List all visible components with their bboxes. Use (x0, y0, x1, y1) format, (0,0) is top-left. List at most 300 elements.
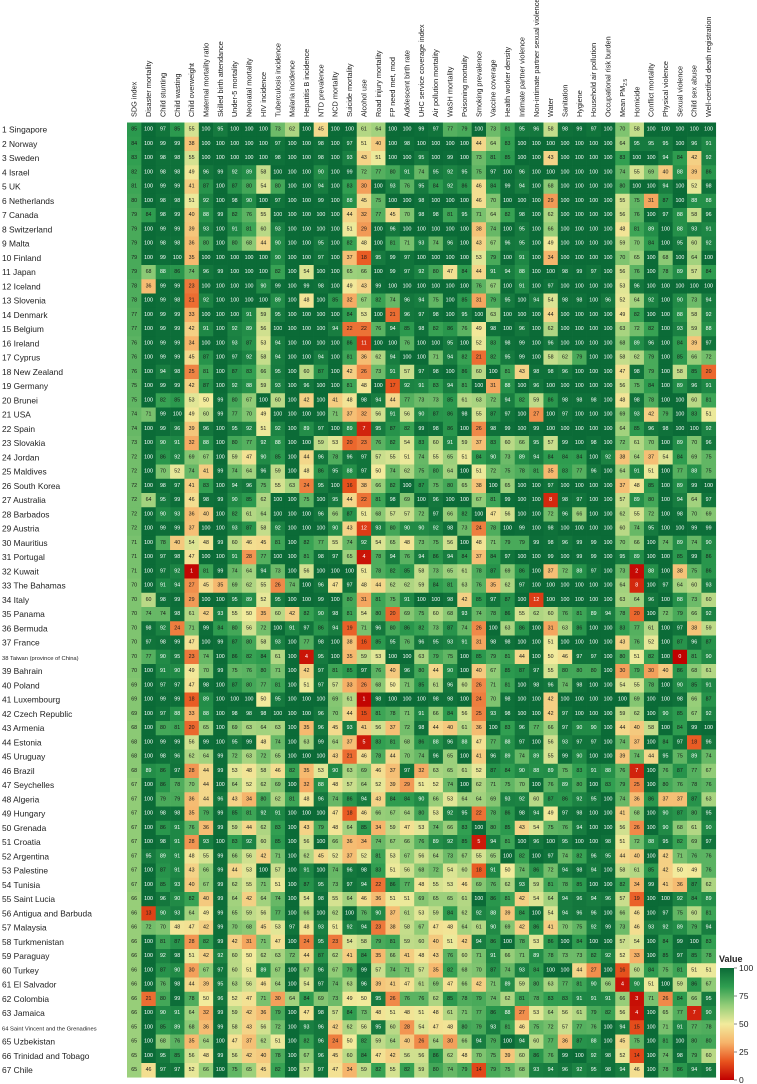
cell-value-label: 99 (160, 526, 166, 532)
cell-value-label: 71 (361, 625, 367, 631)
cell-value-label: 5 (477, 839, 480, 845)
cell-value-label: 92 (260, 811, 266, 817)
cell-value-label: 100 (388, 654, 397, 660)
cell-value-label: 86 (318, 469, 324, 475)
cell-value-label: 74 (433, 241, 439, 247)
cell-value-label: 100 (575, 226, 584, 232)
cell-value-label: 59 (275, 469, 281, 475)
cell-value-label: 100 (302, 198, 311, 204)
cell-value-label: 100 (561, 483, 570, 489)
cell-value-label: 100 (589, 141, 598, 147)
cell-value-label: 76 (706, 782, 712, 788)
cell-value-label: 72 (706, 355, 712, 361)
cell-value-label: 94 (375, 397, 381, 403)
cell-value-label: 86 (447, 326, 453, 332)
cell-value-label: 44 (203, 768, 209, 774)
cell-value-label: 99 (174, 497, 180, 503)
cell-value-label: 99 (217, 497, 223, 503)
cell-value-label: 100 (460, 226, 469, 232)
cell-value-label: 100 (690, 939, 699, 945)
cell-value-label: 41 (189, 184, 195, 190)
cell-value-label: 96 (648, 340, 654, 346)
cell-value-label: 43 (375, 796, 381, 802)
cell-value-label: 67 (418, 925, 424, 931)
cell-value-label: 96 (605, 298, 611, 304)
cell-value-label: 62 (404, 583, 410, 589)
cell-value-label: 100 (216, 298, 225, 304)
cell-value-label: 100 (216, 483, 225, 489)
cell-value-label: 91 (160, 668, 166, 674)
cell-value-label: 74 (634, 526, 640, 532)
cell-value-label: 100 (532, 155, 541, 161)
cell-value-label: 98 (562, 497, 568, 503)
cell-value-label: 97 (490, 597, 496, 603)
cell-value-label: 95 (648, 526, 654, 532)
cell-value-label: 76 (447, 953, 453, 959)
cell-value-label: 26 (476, 682, 482, 688)
cell-value-label: 64 (490, 141, 496, 147)
cell-value-label: 96 (706, 440, 712, 446)
cell-value-label: 61 (462, 768, 468, 774)
cell-value-label: 70 (476, 967, 482, 973)
cell-value-label: 72 (361, 169, 367, 175)
cell-value-label: 26 (476, 625, 482, 631)
cell-value-label: 59 (246, 910, 252, 916)
cell-value-label: 67 (131, 853, 137, 859)
cell-value-label: 100 (245, 283, 254, 289)
cell-value-label: 73 (332, 882, 338, 888)
cell-value-label: 100 (403, 654, 412, 660)
cell-value-label: 64 (634, 597, 640, 603)
cell-value-label: 46 (476, 184, 482, 190)
cell-value-label: 100 (302, 340, 311, 346)
cell-value-label: 67 (462, 853, 468, 859)
cell-value-label: 100 (575, 340, 584, 346)
cell-value-label: 32 (189, 440, 195, 446)
cell-value-label: 60 (505, 440, 511, 446)
cell-value-label: 37 (390, 910, 396, 916)
cell-value-label: 49 (476, 326, 482, 332)
cell-value-label: 73 (433, 625, 439, 631)
cell-value-label: 82 (677, 839, 683, 845)
cell-value-label: 53 (375, 654, 381, 660)
cell-value-label: 76 (476, 283, 482, 289)
cell-value-label: 100 (647, 127, 656, 133)
cell-value-label: 100 (288, 654, 297, 660)
cell-value-label: 41 (548, 925, 554, 931)
cell-value-label: 80 (433, 469, 439, 475)
cell-value-label: 86 (519, 568, 525, 574)
cell-value-label: 100 (561, 155, 570, 161)
cell-value-label: 70 (634, 241, 640, 247)
cell-value-label: 49 (189, 412, 195, 418)
cell-value-label: 54 (533, 896, 539, 902)
cell-value-label: 65 (505, 483, 511, 489)
cell-value-label: 75 (418, 611, 424, 617)
cell-value-label: 76 (562, 825, 568, 831)
cell-value-label: 73 (476, 155, 482, 161)
cell-value-label: 99 (505, 184, 511, 190)
cell-value-label: 97 (146, 640, 152, 646)
cell-value-label: 37 (476, 554, 482, 560)
cell-value-label: 93 (275, 226, 281, 232)
cell-value-label: 100 (144, 811, 153, 817)
cell-value-label: 44 (519, 654, 525, 660)
cell-value-label: 100 (661, 725, 670, 731)
cell-value-label: 100 (474, 127, 483, 133)
cell-value-label: 100 (216, 326, 225, 332)
cell-value-label: 81 (462, 383, 468, 389)
cell-value-label: 100 (604, 882, 613, 888)
cell-value-label: 84 (447, 711, 453, 717)
cell-value-label: 66 (433, 711, 439, 717)
cell-value-label: 37 (619, 483, 625, 489)
cell-value-label: 80 (232, 440, 238, 446)
cell-value-label: 100 (575, 839, 584, 845)
cell-value-label: 61 (634, 868, 640, 874)
cell-value-label: 37 (347, 412, 353, 418)
cell-value-label: 87 (447, 625, 453, 631)
cell-value-label: 91 (447, 440, 453, 446)
cell-value-label: 40 (189, 212, 195, 218)
cell-value-label: 100 (374, 241, 383, 247)
cell-value-label: 65 (447, 454, 453, 460)
cell-value-label: 100 (302, 711, 311, 717)
cell-value-label: 87 (390, 426, 396, 432)
row-label: 35 Panama (2, 609, 45, 619)
cell-value-label: 100 (604, 540, 613, 546)
cell-value-label: 100 (245, 155, 254, 161)
cell-value-label: 45 (361, 198, 367, 204)
cell-value-label: 100 (288, 369, 297, 375)
cell-value-label: 100 (216, 241, 225, 247)
cell-value-label: 100 (589, 312, 598, 318)
cell-value-label: 72 (131, 483, 137, 489)
cell-value-label: 51 (462, 454, 468, 460)
cell-value-label: 91 (174, 853, 180, 859)
cell-value-label: 96 (505, 241, 511, 247)
cell-value-label: 84 (390, 796, 396, 802)
cell-value-label: 61 (433, 682, 439, 688)
cell-value-label: 100 (417, 355, 426, 361)
cell-value-label: 89 (246, 169, 252, 175)
cell-value-label: 81 (505, 369, 511, 375)
cell-value-label: 99 (361, 967, 367, 973)
cell-value-label: 58 (619, 355, 625, 361)
cell-value-label: 73 (462, 526, 468, 532)
cell-value-label: 87 (304, 882, 310, 888)
cell-value-label: 64 (691, 255, 697, 261)
cell-value-label: 79 (131, 212, 137, 218)
cell-value-label: 100 (288, 896, 297, 902)
cell-value-label: 68 (375, 511, 381, 517)
cell-value-label: 96 (447, 739, 453, 745)
cell-value-label: 100 (288, 754, 297, 760)
cell-value-label: 100 (259, 868, 268, 874)
cell-value-label: 71 (490, 540, 496, 546)
cell-value-label: 83 (619, 155, 625, 161)
cell-value-label: 81 (548, 882, 554, 888)
cell-value-label: 90 (663, 825, 669, 831)
cell-value-label: 19 (347, 625, 353, 631)
cell-value-label: 86 (160, 768, 166, 774)
cell-value-label: 76 (404, 184, 410, 190)
cell-value-label: 87 (548, 796, 554, 802)
cell-value-label: 56 (375, 412, 381, 418)
cell-value-label: 85 (275, 839, 281, 845)
cell-value-label: 26 (275, 583, 281, 589)
cell-value-label: 47 (189, 554, 195, 560)
cell-value-label: 53 (260, 340, 266, 346)
cell-value-label: 100 (431, 155, 440, 161)
cell-value-label: 100 (316, 269, 325, 275)
cell-value-label: 28 (189, 939, 195, 945)
cell-value-label: 100 (374, 312, 383, 318)
cell-value-label: 78 (562, 882, 568, 888)
cell-value-label: 100 (302, 440, 311, 446)
column-header: Homicide (632, 87, 641, 117)
cell-value-label: 98 (174, 811, 180, 817)
cell-value-label: 90 (160, 440, 166, 446)
cell-value-label: 49 (347, 283, 353, 289)
cell-value-label: 96 (304, 383, 310, 389)
cell-value-label: 100 (273, 497, 282, 503)
cell-value-label: 100 (604, 526, 613, 532)
cell-value-label: 87 (232, 369, 238, 375)
cell-value-label: 76 (189, 825, 195, 831)
cell-value-label: 93 (634, 412, 640, 418)
cell-value-label: 33 (189, 312, 195, 318)
cell-value-label: 100 (202, 340, 211, 346)
cell-value-label: 44 (203, 782, 209, 788)
cell-value-label: 65 (634, 255, 640, 261)
cell-value-label: 94 (260, 568, 266, 574)
cell-value-label: 100 (403, 155, 412, 161)
cell-value-label: 98 (505, 711, 511, 717)
cell-value-label: 48 (418, 953, 424, 959)
row-label: 63 Jamaica (2, 1008, 45, 1018)
cell-value-label: 94 (562, 868, 568, 874)
row-label: 18 New Zealand (2, 367, 63, 377)
cell-value-label: 95 (332, 497, 338, 503)
cell-value-label: 95 (519, 241, 525, 247)
cell-value-label: 62 (304, 853, 310, 859)
cell-value-label: 48 (619, 397, 625, 403)
cell-value-label: 100 (561, 326, 570, 332)
cell-value-label: 48 (476, 540, 482, 546)
cell-value-label: 85 (691, 369, 697, 375)
cell-value-label: 94 (332, 326, 338, 332)
cell-value-label: 95 (232, 426, 238, 432)
cell-value-label: 72 (260, 625, 266, 631)
cell-value-label: 100 (388, 283, 397, 289)
cell-value-label: 69 (131, 697, 137, 703)
cell-value-label: 100 (561, 583, 570, 589)
cell-value-label: 92 (347, 925, 353, 931)
cell-value-label: 95 (663, 141, 669, 147)
cell-value-label: 22 (361, 326, 367, 332)
cell-value-label: 63 (275, 953, 281, 959)
cell-value-label: 50 (677, 868, 683, 874)
cell-value-label: 38 (189, 141, 195, 147)
cell-value-label: 100 (216, 839, 225, 845)
cell-value-label: 99 (174, 226, 180, 232)
cell-value-label: 100 (216, 426, 225, 432)
cell-value-label: 89 (677, 383, 683, 389)
cell-value-label: 100 (604, 711, 613, 717)
cell-value-label: 99 (217, 768, 223, 774)
cell-value-label: 96 (591, 853, 597, 859)
cell-value-label: 94 (275, 355, 281, 361)
cell-value-label: 55 (203, 853, 209, 859)
cell-value-label: 100 (661, 497, 670, 503)
cell-value-label: 100 (661, 483, 670, 489)
cell-value-label: 56 (462, 711, 468, 717)
cell-value-label: 100 (589, 782, 598, 788)
cell-value-label: 100 (202, 640, 211, 646)
cell-value-label: 96 (347, 454, 353, 460)
cell-value-label: 67 (332, 967, 338, 973)
cell-value-label: 97 (519, 583, 525, 589)
cell-value-label: 55 (548, 668, 554, 674)
cell-value-label: 75 (433, 540, 439, 546)
cell-value-label: 65 (447, 768, 453, 774)
cell-value-label: 64 (375, 127, 381, 133)
cell-value-label: 84 (433, 184, 439, 190)
cell-value-label: 82 (232, 511, 238, 517)
cell-value-label: 96 (648, 426, 654, 432)
cell-value-label: 100 (589, 241, 598, 247)
cell-value-label: 44 (203, 796, 209, 802)
row-label: 42 Czech Republic (2, 709, 72, 719)
cell-value-label: 55 (189, 155, 195, 161)
cell-value-label: 59 (619, 711, 625, 717)
cell-value-label: 97 (548, 283, 554, 289)
cell-value-label: 26 (634, 825, 640, 831)
cell-value-label: 100 (316, 754, 325, 760)
cell-value-label: 100 (632, 155, 641, 161)
cell-value-label: 98 (174, 198, 180, 204)
cell-value-label: 97 (160, 554, 166, 560)
cell-value-label: 64 (677, 583, 683, 589)
cell-value-label: 96 (246, 483, 252, 489)
cell-value-label: 100 (589, 839, 598, 845)
cell-value-label: 82 (462, 511, 468, 517)
cell-value-label: 81 (347, 355, 353, 361)
cell-value-label: 94 (390, 355, 396, 361)
cell-value-label: 100 (202, 127, 211, 133)
cell-value-label: 85 (462, 839, 468, 845)
cell-value-label: 18 (347, 811, 353, 817)
cell-value-label: 58 (404, 925, 410, 931)
cell-value-label: 90 (576, 754, 582, 760)
cell-value-label: 57 (332, 682, 338, 688)
cell-value-label: 100 (517, 426, 526, 432)
cell-value-label: 100 (345, 910, 354, 916)
cell-value-label: 100 (417, 497, 426, 503)
cell-value-label: 89 (533, 953, 539, 959)
cell-value-label: 74 (706, 754, 712, 760)
cell-value-label: 99 (691, 554, 697, 560)
cell-value-label: 92 (706, 155, 712, 161)
cell-value-label: 94 (447, 554, 453, 560)
cell-value-label: 59 (462, 440, 468, 446)
cell-value-label: 91 (706, 141, 712, 147)
cell-value-label: 63 (462, 583, 468, 589)
cell-value-label: 56 (548, 739, 554, 745)
row-label: 21 USA (2, 410, 31, 420)
cell-value-label: 58 (260, 169, 266, 175)
cell-value-label: 62 (260, 825, 266, 831)
cell-value-label: 96 (203, 169, 209, 175)
cell-value-label: 61 (462, 397, 468, 403)
cell-value-label: 96 (691, 640, 697, 646)
cell-value-label: 100 (704, 127, 713, 133)
cell-value-label: 50 (203, 397, 209, 403)
cell-value-label: 98 (404, 141, 410, 147)
cell-value-label: 86 (490, 939, 496, 945)
cell-value-label: 100 (460, 340, 469, 346)
cell-value-label: 81 (332, 668, 338, 674)
cell-value-label: 24 (304, 939, 310, 945)
cell-value-label: 98 (160, 640, 166, 646)
cell-value-label: 96 (706, 739, 712, 745)
cell-value-label: 48 (447, 925, 453, 931)
cell-value-label: 100 (647, 782, 656, 788)
cell-value-label: 100 (575, 141, 584, 147)
cell-value-label: 1 (190, 568, 193, 574)
cell-value-label: 100 (316, 397, 325, 403)
cell-value-label: 91 (232, 554, 238, 560)
cell-value-label: 37 (347, 739, 353, 745)
cell-value-label: 84 (433, 583, 439, 589)
cell-value-label: 71 (404, 682, 410, 688)
cell-value-label: 100 (474, 511, 483, 517)
cell-value-label: 45 (260, 540, 266, 546)
cell-value-label: 66 (447, 825, 453, 831)
cell-value-label: 81 (375, 853, 381, 859)
cell-value-label: 22 (375, 882, 381, 888)
column-header: Occupational risk burden (604, 36, 613, 117)
cell-value-label: 99 (605, 925, 611, 931)
cell-value-label: 99 (203, 625, 209, 631)
cell-value-label: 67 (706, 768, 712, 774)
cell-value-label: 83 (232, 839, 238, 845)
cell-value-label: 100 (460, 198, 469, 204)
row-label: 55 Saint Lucia (2, 894, 55, 904)
cell-value-label: 80 (131, 198, 137, 204)
cell-value-label: 100 (517, 640, 526, 646)
cell-value-label: 100 (704, 483, 713, 489)
row-labels (2, 125, 97, 1076)
cell-value-label: 100 (288, 825, 297, 831)
cell-value-label: 98 (605, 839, 611, 845)
cell-value-label: 73 (490, 127, 496, 133)
cell-value-label: 88 (576, 568, 582, 574)
cell-value-label: 92 (246, 426, 252, 432)
cell-value-label: 58 (548, 127, 554, 133)
cell-value-label: 100 (604, 212, 613, 218)
cell-value-label: 100 (517, 383, 526, 389)
cell-value-label: 100 (288, 212, 297, 218)
cell-value-label: 74 (691, 540, 697, 546)
cell-value-label: 86 (505, 811, 511, 817)
cell-value-label: 31 (648, 198, 654, 204)
cell-value-label: 73 (375, 369, 381, 375)
cell-value-label: 74 (275, 896, 281, 902)
cell-value-label: 90 (318, 611, 324, 617)
cell-value-label: 99 (160, 326, 166, 332)
